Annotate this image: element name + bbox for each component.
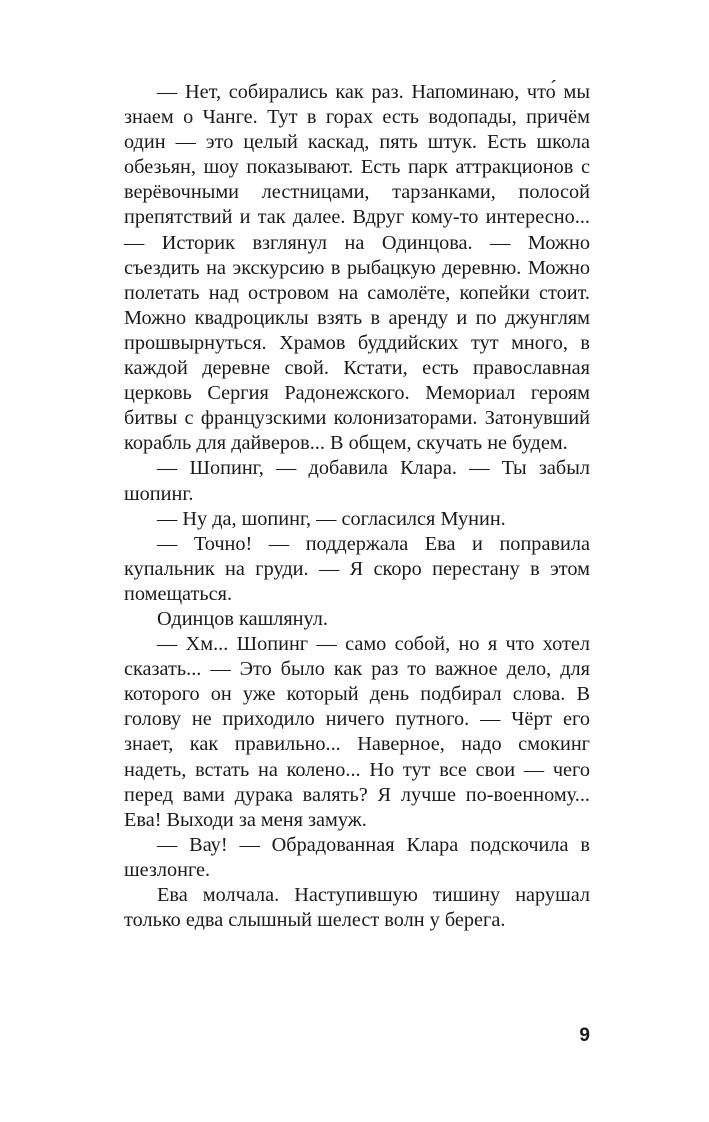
paragraph: — Вау! — Обрадованная Клара подскочила в шезлонге. — [124, 833, 590, 881]
paragraph: — Хм... Шопинг — само собой, но я что хотел сказать... — Это было как раз то важное дело, для которого он уже который день подбирал слова. В голову не приходило ничего путного. — Чёрт его знает, как правильно... Наверное, надо смокинг надеть, встать на колено... Но тут все свои — чего перед вами дурака валять? Я лучше по-военному... Ева! Выходи за меня замуж. — [124, 633, 590, 831]
paragraph: Одинцов кашлянул. — [157, 607, 328, 630]
paragraph: — Точно! — поддержала Ева и поправила купальник на груди. — Я скоро перестану в этом помещаться. — [124, 532, 590, 605]
paragraph: — Ну да, шопинг, — согласился Мунин. — [157, 507, 506, 530]
paragraph: — Шопинг, — добавила Клара. — Ты забыл шопинг. — [124, 457, 590, 505]
paragraph: Ева молчала. Наступившую тишину нарушал только едва слышный шелест волн у берега. — [124, 884, 590, 932]
paragraph: — Нет, собирались как раз. Напоминаю, что́ мы знаем о Чанге. Тут в горах есть водопады, причём один — это целый каскад, пять штук. Есть школа обезьян, шоу показывают. Есть парк аттракционов с верёвочными лестницами, тарзанками, полосой препятствий и так далее. Вдруг кому-то интересно... — Историк взглянул на Одинцова. — Можно съездить на экскурсию в рыбацкую деревню. Можно полетать над островом на самолёте, копейки стоит. Можно квадроциклы взять в аренду и по джунглям прошвырнуться. Храмов буддийских тут много, в каждой деревне свой. Кстати, есть православная церковь Сергия Радонежского. Мемориал героям битвы с французскими колонизаторами. Затонувший корабль для дайверов... В общем, скучать не будем. — [124, 81, 590, 455]
body-text — [124, 80, 590, 933]
page-number: 9 — [579, 1025, 590, 1046]
